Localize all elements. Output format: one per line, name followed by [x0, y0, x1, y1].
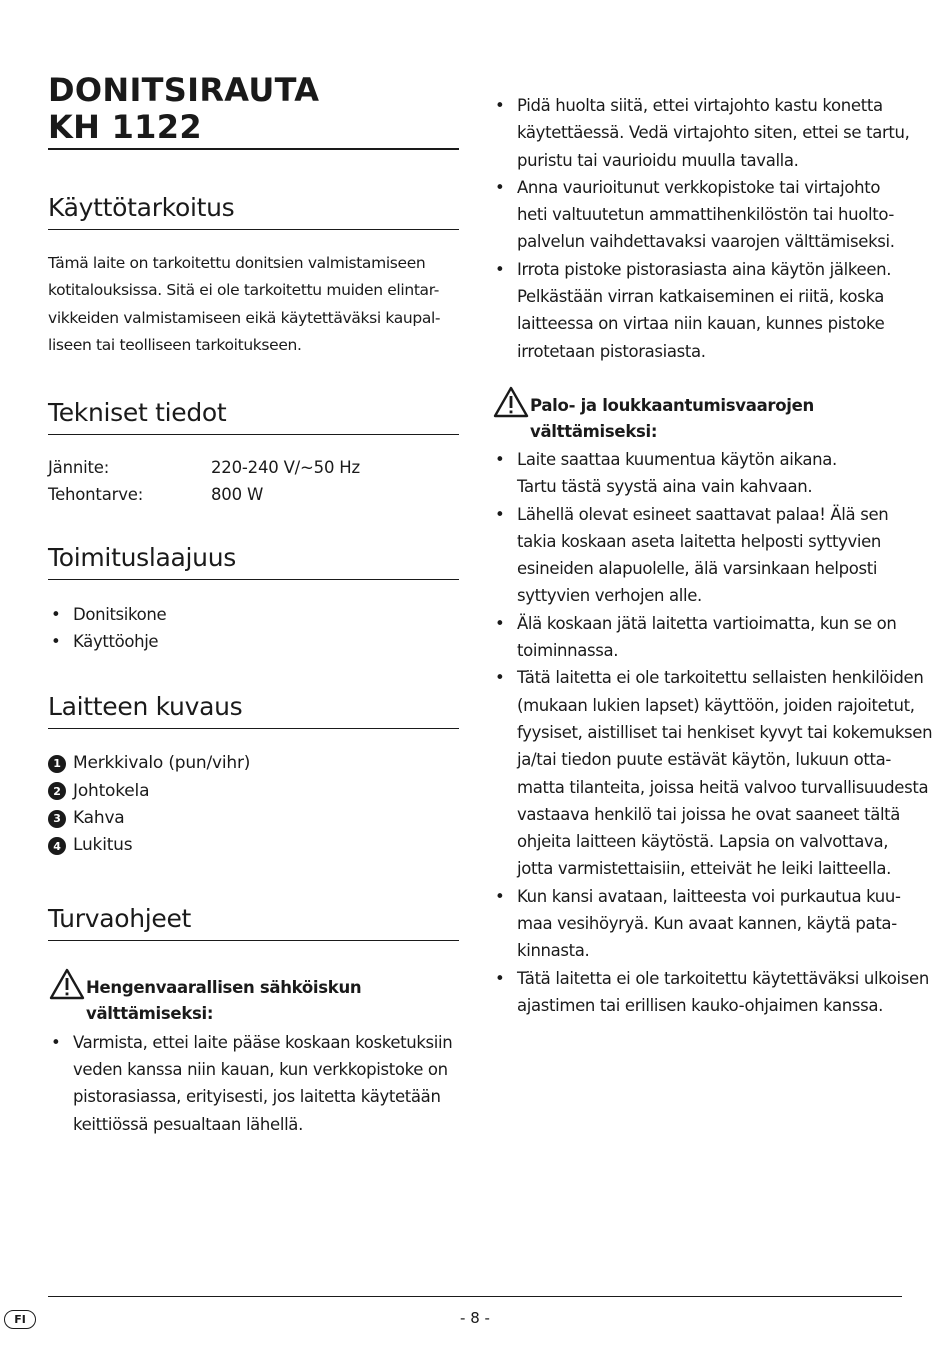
list-item-line: esineiden alapuolelle, älä varsinkaan helposti: [517, 559, 878, 579]
part-label: Merkkivalo (pun/vihr): [73, 753, 251, 774]
part-item: [48, 750, 459, 777]
list-item-line: syttyvien verhojen alle.: [517, 586, 702, 606]
spec-row-power: [48, 481, 459, 508]
part-label: Lukitus: [73, 835, 133, 856]
list-item: [492, 446, 902, 501]
list-item-line: • Tätä laitetta ei ole tarkoitettu sellaisten henkilöiden: [517, 668, 924, 688]
fire-warning-list: [492, 446, 933, 1019]
left-column: [48, 72, 459, 1138]
list-item-line: puristu tai vaurioidu muulla tavalla.: [517, 150, 799, 170]
part-number-badge: 4: [48, 837, 66, 855]
list-item-line: toiminnassa.: [517, 641, 619, 661]
part-number-badge: 3: [48, 810, 66, 828]
footer-divider: [48, 1296, 902, 1297]
warning-title: [530, 383, 814, 445]
list-item: [492, 256, 902, 365]
purpose-line: vikkeiden valmistamiseen eikä käytettäväksi kaupal-: [48, 308, 441, 327]
spec-value: 800 W: [211, 484, 264, 504]
list-item-line: käytettäessä. Vedä virtajohto siten, ettei se tartu,: [517, 123, 910, 143]
section-heading-delivery: Toimituslaajuus: [48, 543, 459, 580]
electric-warning-list-continued: [492, 92, 910, 365]
list-item: [48, 628, 459, 655]
list-item: [48, 601, 459, 628]
section-heading-safety: Turvaohjeet: [48, 904, 459, 941]
section-heading-description: Laitteen kuvaus: [48, 692, 459, 729]
fire-warning-heading: [492, 383, 902, 445]
warning-triangle-icon: [48, 967, 86, 1001]
list-item: [492, 610, 902, 665]
list-item-line: matta tilanteita, joissa heitä valvoo turvallisuudesta: [517, 777, 929, 797]
list-item-line: irrotetaan pistorasiasta.: [517, 341, 706, 361]
list-item-line: vastaava henkilö tai joissa he ovat saaneet tältä: [517, 804, 901, 824]
list-item: [492, 664, 933, 882]
list-item-line: • Älä koskaan jätä laitetta vartioimatta, kun se on: [517, 613, 897, 633]
list-item-line: Tartu tästä syystä aina vain kahvaan.: [517, 477, 813, 497]
list-item-line: ja/tai tiedon puute estävät käytön, lukuun otta-: [517, 750, 891, 770]
list-item-line: veden kanssa niin kauan, kun verkkopistoke on: [73, 1060, 448, 1080]
purpose-line: liseen tai teolliseen tarkoitukseen.: [48, 336, 302, 355]
list-item-line: pistorasiassa, erityisesti, jos laitetta käytetään: [73, 1087, 441, 1107]
section-heading-specs: Tekniset tiedot: [48, 398, 459, 435]
spec-value: 220-240 V/~50 Hz: [211, 457, 360, 477]
list-item: [492, 965, 929, 1020]
list-item-line: ohjeita laitteen käytöstä. Lapsia on valvottava,: [517, 832, 889, 852]
list-item-line: laitteessa on virtaa niin kauan, kunnes pistoke: [517, 314, 885, 334]
title-line-2: KH 1122: [48, 108, 202, 146]
warning-title: [86, 965, 361, 1027]
list-item-line: • Pidä huolta siitä, ettei virtajohto kastu konetta: [517, 96, 883, 115]
electric-warning-heading: [48, 965, 459, 1027]
spec-label: Tehontarve:: [48, 484, 144, 504]
list-item: [492, 501, 902, 610]
list-item-line: fyysiset, aistilliset tai henkiset kyvyt tai kokemuksen: [517, 722, 933, 742]
parts-list: [48, 750, 459, 860]
right-column: [492, 92, 933, 1019]
specs-table: [48, 454, 459, 508]
list-item-line: • Irrota pistoke pistorasiasta aina käytön jälkeen.: [517, 259, 892, 279]
list-item-line: (mukaan lukien lapset) käyttöön, joiden rajoitetut,: [517, 695, 915, 715]
part-item: [48, 832, 459, 859]
warning-title-line: välttämiseksi:: [86, 1003, 214, 1023]
warning-title-line: välttämiseksi:: [530, 421, 658, 441]
section-heading-purpose: Käyttötarkoitus: [48, 193, 459, 230]
warning-title-line: Palo- ja loukkaantumisvaarojen: [530, 395, 814, 415]
warning-triangle-icon: [492, 385, 530, 419]
list-item-line: takia koskaan aseta laitetta helposti syttyvien: [517, 531, 882, 551]
list-item-line: • Lähellä olevat esineet saattavat palaa! Älä sen: [517, 504, 889, 524]
spec-row-voltage: [48, 454, 459, 481]
list-item-line: Pelkästään virran katkaiseminen ei riitä, koska: [517, 287, 885, 307]
warning-title-line: Hengenvaarallisen sähköiskun: [86, 977, 362, 997]
list-item-line: kinnasta.: [517, 941, 590, 961]
page-number: - 8 -: [460, 1309, 490, 1327]
list-item-line: • Varmista, ettei laite pääse koskaan kosketuksiin: [73, 1032, 453, 1052]
list-item: [492, 92, 910, 174]
list-item: [48, 1029, 459, 1138]
spec-label: Jännite:: [48, 457, 110, 477]
list-item-line: maa vesihöyryä. Kun avaat kannen, käytä pata-: [517, 914, 897, 934]
document-title: [48, 72, 459, 150]
purpose-line: Tämä laite on tarkoitettu donitsien valmistamiseen: [48, 254, 426, 272]
electric-warning-list: [48, 1029, 459, 1138]
purpose-paragraph: [48, 250, 459, 360]
list-item-line: heti valtuutetun ammattihenkilöstön tai huolto-: [517, 205, 895, 225]
list-item-line: • Tätä laitetta ei ole tarkoitettu käytettäväksi ulkoisen: [517, 968, 929, 988]
list-item-line: • Laite saattaa kuumentua käytön aikana.: [517, 449, 837, 469]
list-item-line: • Kun kansi avataan, laitteesta voi purkautua kuu-: [517, 886, 901, 906]
list-item-text: • Donitsikone: [73, 604, 167, 624]
title-line-1: DONITSIRAUTA: [48, 71, 320, 109]
list-item-line: ajastimen tai erillisen kauko-ohjaimen kanssa.: [517, 995, 884, 1015]
language-badge: FI: [4, 1310, 36, 1329]
list-item-text: • Käyttöohje: [73, 631, 159, 651]
delivery-list: [48, 601, 459, 656]
list-item-line: jotta varmistettaisiin, etteivät he leiki laitteella.: [517, 859, 892, 879]
list-item: [492, 174, 902, 256]
part-number-badge: 2: [48, 782, 66, 800]
part-label: Kahva: [73, 808, 125, 829]
part-item: [48, 778, 459, 805]
list-item-line: keittiössä pesualtaan lähellä.: [73, 1114, 303, 1134]
purpose-line: kotitalouksissa. Sitä ei ole tarkoitettu muiden elintar-: [48, 281, 439, 300]
part-number-badge: 1: [48, 755, 66, 773]
list-item-line: • Anna vaurioitunut verkkopistoke tai virtajohto: [517, 177, 881, 197]
part-item: [48, 805, 459, 832]
part-label: Johtokela: [73, 780, 150, 801]
list-item-line: palvelun vaihdettavaksi vaarojen välttämiseksi.: [517, 232, 895, 252]
list-item: [492, 883, 902, 965]
